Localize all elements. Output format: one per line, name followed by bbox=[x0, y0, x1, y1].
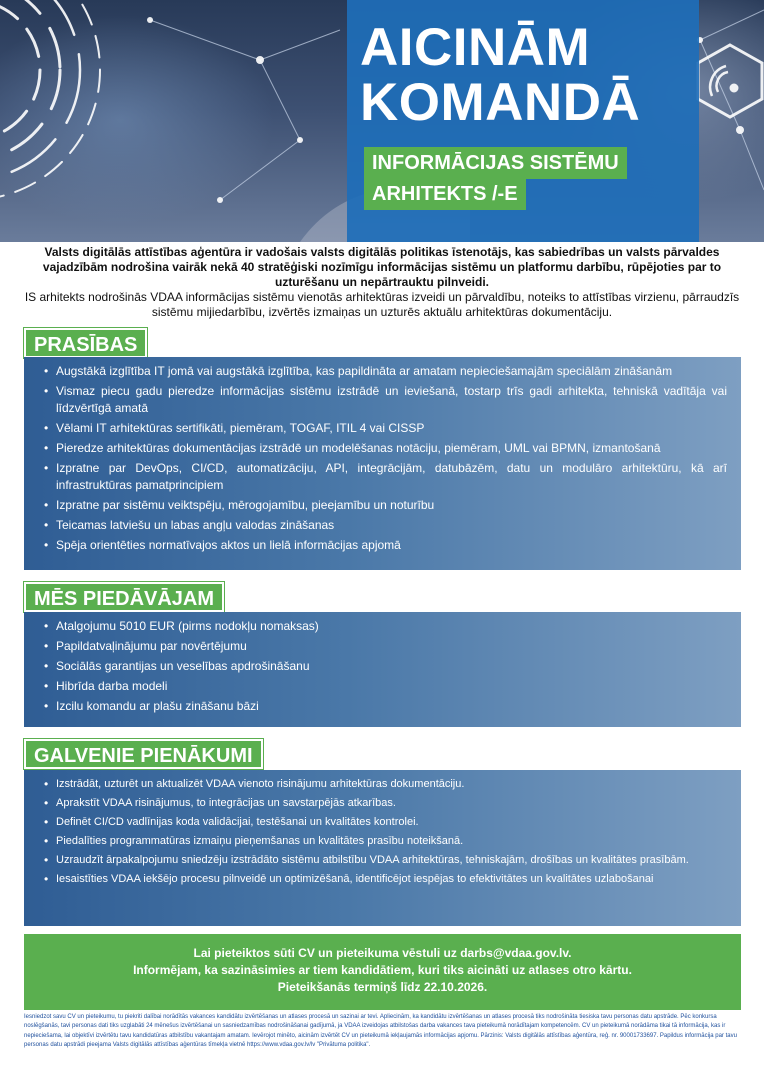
offer-list bbox=[24, 612, 741, 727]
privacy-footer: Iesniedzot savu CV un pieteikumu, tu piekriti dalībai norādītās vakances kandidātu izvērtēšanas un atlases procesā un sazinai ar tevi. Apliecinām, ka kandidātu izvērtēšanas un atlases procesā tiks nodrošināta tiesiska tavu personas datu apstrāde. Pēc konkursa noslēgšanās, tavi personas dati tiks uzglabāti 24 mēnešus izvērtēšanai un sasniedzamības nodrošināšanai gadījumā, ja VDAA izveidojas atbilstošas darba vakances tava pieteikumā norādītajam kompetencēm. CV un pieteikumā norādāma tikai tā informācija, kas ir nepieciešama, lai objektīvi izvērtētu tavu kandidatūras atbilstību vakantajam amatam. Ievērojot minēto, aicinām izvērtēt CV un pieteikumā iekļaujamās informācijas apjomu. Pārzinis: Valsts digitālās attīstības aģentūra, reģ. nr. 90001733697. Papildus informācija par tavu personas datu apstrādi pieejama Valsts digitālās attīstības aģentūras tīmekļa vietnē https://www.vdaa.gov.lv/lv "Privātuma politika". bbox=[24, 1014, 737, 1049]
list-item: • Izstrādāt, uzturēt un aktualizēt VDAA vienoto risinājumu arhitektūras dokumentāciju. bbox=[46, 776, 727, 792]
list-item: • Sociālās garantijas un veselības apdrošināšanu bbox=[46, 658, 727, 675]
list-item: • Augstākā izglītība IT jomā vai augstākā izglītība, kas papildināta ar amatam nepieciešamajām speciālām zināšanām bbox=[46, 363, 727, 380]
list-item: • Definēt CI/CD vadlīnijas koda validācijai, testēšanai un kvalitātes kontrolei. bbox=[46, 814, 727, 830]
list-item: • Spēja orientēties normatīvajos aktos un lielā informācijas apjomā bbox=[46, 537, 727, 554]
application-box bbox=[24, 934, 741, 1010]
job-title-line1: INFORMĀCIJAS SISTĒMU bbox=[364, 147, 627, 179]
application-deadline: Pieteikšanās termiņš līdz 22.10.2026. bbox=[277, 980, 488, 994]
list-item: • Aprakstīt VDAA risinājumus, to integrācijas un savstarpējās atkarības. bbox=[46, 795, 727, 811]
intro-agency-description: Valsts digitālās attīstības aģentūra ir vadošais valsts digitālās politikas īstenotājs, kas sabiedrības un valsts pārvaldes vajadzībām nodrošina vairāk nekā 40 stratēģiski nozīmīgu informācijas sistēmu un platformu darbību, rūpējoties par to uzturēšanu un nepārtrauktu pilnveidi. bbox=[42, 245, 722, 289]
list-item: • Pieredze arhitektūras dokumentācijas izstrādē un modelēšanas notāciju, piemēram, UML vai BPMN, izmantošanā bbox=[46, 440, 727, 457]
requirements-list bbox=[24, 357, 741, 570]
hero-banner bbox=[0, 0, 764, 242]
list-item: • Hibrīda darba modeli bbox=[46, 678, 727, 695]
intro-text bbox=[16, 245, 748, 320]
list-item: • Atalgojumu 5010 EUR (pirms nodokļu nomaksas) bbox=[46, 618, 727, 635]
list-item: • Teicamas latviešu un labas angļu valodas zināšanas bbox=[46, 517, 727, 534]
list-item: • Iesaistīties VDAA iekšējo procesu pilnveidē un optimizēšanā, identificējot iespējas to efektivitātes un kvalitātes uzlabošanai bbox=[46, 871, 727, 887]
list-item: • Papildatvaļinājumu par novērtējumu bbox=[46, 638, 727, 655]
application-instructions: Lai pieteiktos sūti CV un pieteikuma vēstuli uz darbs@vdaa.gov.lv. bbox=[193, 946, 572, 960]
list-item: • Vēlami IT arhitektūras sertifikāti, piemēram, TOGAF, ITIL 4 vai CISSP bbox=[46, 420, 727, 437]
list-item: • Uzraudzīt ārpakalpojumu sniedzēju izstrādāto sistēmu atbilstību VDAA arhitektūras, tehniskajām, drošības un kvalitātes prasībām. bbox=[46, 852, 727, 868]
duties-list bbox=[24, 770, 741, 926]
duties-heading: GALVENIE PIENĀKUMI bbox=[24, 739, 263, 769]
hero-title bbox=[360, 20, 690, 130]
job-title-line2: ARHITEKTS /-E bbox=[364, 178, 526, 210]
hero-title-line2: KOMANDĀ bbox=[360, 73, 641, 132]
list-item: • Izpratne par DevOps, CI/CD, automatizāciju, API, integrācijām, datubāzēm, datu un modulāro arhitektūru, kā arī infrastruktūras pamatprincipiem bbox=[46, 460, 727, 494]
hero-title-line1: AICINĀM bbox=[360, 18, 591, 77]
list-item: • Piedalīties programmatūras izmaiņu pieņemšanas un kvalitātes prasību noteikšanā. bbox=[46, 833, 727, 849]
requirements-heading: PRASĪBAS bbox=[24, 328, 147, 358]
list-item: • Izcilu komandu ar plašu zināšanu bāzi bbox=[46, 698, 727, 715]
list-item: • Vismaz piecu gadu pieredze informācijas sistēmu izstrādē un ieviešanā, tostarp trīs gadi arhitekta, tehniskā vadītāja vai līdzvērtīgā amatā bbox=[46, 383, 727, 417]
intro-role-description: IS arhitekts nodrošinās VDAA informācijas sistēmu vienotās arhitektūras izveidi un pārvaldību, noteiks to attīstības virzienu, pārraudzīs sistēmu mijiedarbību, izvērtēs izmaiņas un uzturēs aktuālu arhitektūras dokumentāciju. bbox=[24, 290, 740, 319]
offer-heading: MĒS PIEDĀVĀJAM bbox=[24, 582, 224, 612]
selection-notice: Informējam, ka sazināsimies ar tiem kandidātiem, kuri tiks aicināti uz atlases otro kārtu. bbox=[133, 963, 632, 977]
wifi-hexagon-icon bbox=[698, 45, 762, 117]
list-item: • Izpratne par sistēmu veiktspēju, mērogojamību, pieejamību un noturību bbox=[46, 497, 727, 514]
